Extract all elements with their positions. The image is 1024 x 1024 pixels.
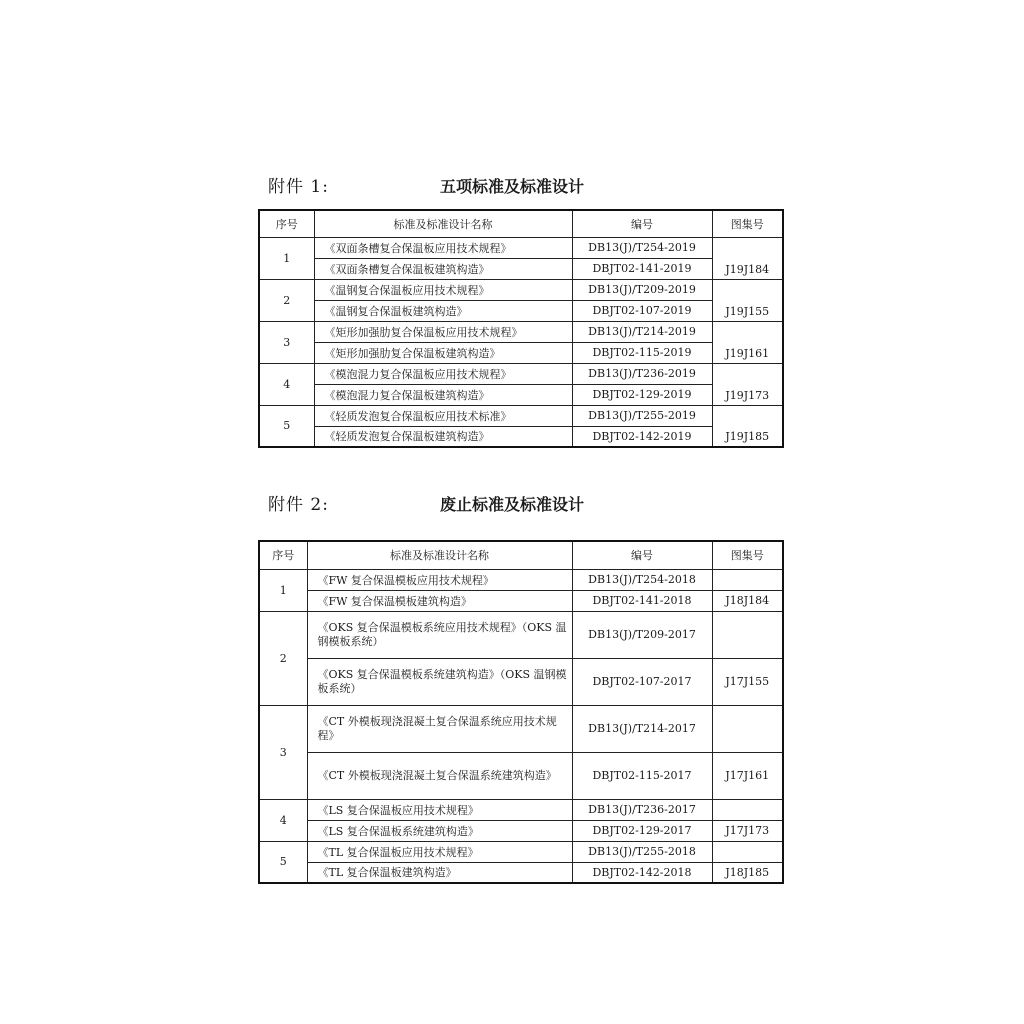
- attachment-1-title: 五项标准及标准设计: [440, 177, 585, 196]
- standard-code: DB13(J)/T254-2019: [572, 237, 712, 258]
- standard-name: 《温钢复合保温板建筑构造》: [314, 300, 572, 321]
- row-number: 1: [259, 569, 307, 611]
- standard-name: 《轻质发泡复合保温板应用技术标准》: [314, 405, 572, 426]
- standard-name: 《模泡混力复合保温板建筑构造》: [314, 384, 572, 405]
- table-header-row: [259, 541, 783, 569]
- row-number: 5: [259, 841, 307, 883]
- standard-code: DBJT02-141-2018: [572, 590, 712, 611]
- header-code: 编号: [572, 210, 712, 237]
- standard-name: 《矩形加强肋复合保温板建筑构造》: [314, 342, 572, 363]
- standard-name: 《LS 复合保温板系统建筑构造》: [307, 820, 572, 841]
- standard-code: DBJT02-142-2019: [572, 426, 712, 447]
- standard-name: 《CT 外模板现浇混凝土复合保温系统应用技术规程》: [307, 705, 572, 752]
- atlas-number: J19J155: [712, 279, 783, 321]
- standards-table-2: [258, 540, 784, 884]
- atlas-number: [712, 569, 783, 590]
- standard-code: DBJT02-141-2019: [572, 258, 712, 279]
- standard-name: 《TL 复合保温板建筑构造》: [307, 862, 572, 883]
- header-name: 标准及标准设计名称: [314, 210, 572, 237]
- atlas-number: [712, 611, 783, 658]
- standard-name: 《FW 复合保温模板建筑构造》: [307, 590, 572, 611]
- header-code: 编号: [572, 541, 712, 569]
- standard-code: DB13(J)/T209-2017: [572, 611, 712, 658]
- standard-code: DB13(J)/T236-2019: [572, 363, 712, 384]
- standard-code: DB13(J)/T236-2017: [572, 799, 712, 820]
- header-name: 标准及标准设计名称: [307, 541, 572, 569]
- header-no: 序号: [259, 541, 307, 569]
- standard-code: DBJT02-129-2019: [572, 384, 712, 405]
- table-row: [259, 569, 783, 590]
- table-row: [259, 363, 783, 384]
- standard-code: DBJT02-107-2017: [572, 658, 712, 705]
- table-row: [259, 658, 783, 705]
- standard-code: DBJT02-115-2019: [572, 342, 712, 363]
- table-row: [259, 258, 783, 279]
- atlas-number: [712, 705, 783, 752]
- header-atlas: 图集号: [712, 210, 783, 237]
- standard-code: DB13(J)/T214-2019: [572, 321, 712, 342]
- header-atlas: 图集号: [712, 541, 783, 569]
- atlas-number: [712, 841, 783, 862]
- attachment-2-label: 附件 2:: [268, 495, 329, 515]
- row-number: 1: [259, 237, 314, 279]
- standard-name: 《FW 复合保温模板应用技术规程》: [307, 569, 572, 590]
- table-row: [259, 237, 783, 258]
- table-row: [259, 321, 783, 342]
- table-row: [259, 611, 783, 658]
- row-number: 4: [259, 799, 307, 841]
- atlas-number: J17J161: [712, 752, 783, 799]
- table-row: [259, 384, 783, 405]
- standard-code: DBJT02-129-2017: [572, 820, 712, 841]
- table-row: [259, 590, 783, 611]
- standard-code: DB13(J)/T254-2018: [572, 569, 712, 590]
- atlas-number: [712, 799, 783, 820]
- row-number: 2: [259, 611, 307, 705]
- table-row: [259, 799, 783, 820]
- atlas-number: J17J155: [712, 658, 783, 705]
- standards-table-1: [258, 209, 784, 448]
- table-header-row: [259, 210, 783, 237]
- standard-name: 《双面条槽复合保温板应用技术规程》: [314, 237, 572, 258]
- standard-name: 《OKS 复合保温模板系统应用技术规程》（OKS 温钢模板系统）: [307, 611, 572, 658]
- row-number: 5: [259, 405, 314, 447]
- table-row: [259, 705, 783, 752]
- standard-code: DBJT02-142-2018: [572, 862, 712, 883]
- standard-name: 《温钢复合保温板应用技术规程》: [314, 279, 572, 300]
- header-no: 序号: [259, 210, 314, 237]
- table-row: [259, 752, 783, 799]
- table-row: [259, 300, 783, 321]
- standard-name: 《TL 复合保温板应用技术规程》: [307, 841, 572, 862]
- standard-code: DBJT02-107-2019: [572, 300, 712, 321]
- standard-code: DB13(J)/T209-2019: [572, 279, 712, 300]
- standard-name: 《模泡混力复合保温板应用技术规程》: [314, 363, 572, 384]
- standard-code: DBJT02-115-2017: [572, 752, 712, 799]
- standard-name: 《轻质发泡复合保温板建筑构造》: [314, 426, 572, 447]
- standard-code: DB13(J)/T255-2019: [572, 405, 712, 426]
- standard-code: DB13(J)/T255-2018: [572, 841, 712, 862]
- standard-name: 《OKS 复合保温模板系统建筑构造》（OKS 温钢模板系统）: [307, 658, 572, 705]
- standard-code: DB13(J)/T214-2017: [572, 705, 712, 752]
- atlas-number: J19J161: [712, 321, 783, 363]
- table-row: [259, 820, 783, 841]
- attachment-2-title: 废止标准及标准设计: [440, 495, 585, 514]
- table-row: [259, 342, 783, 363]
- atlas-number: J19J173: [712, 363, 783, 405]
- table-row: [259, 862, 783, 883]
- row-number: 3: [259, 321, 314, 363]
- table-row: [259, 405, 783, 426]
- standard-name: 《LS 复合保温板应用技术规程》: [307, 799, 572, 820]
- atlas-number: J19J184: [712, 237, 783, 279]
- atlas-number: J18J184: [712, 590, 783, 611]
- row-number: 2: [259, 279, 314, 321]
- row-number: 4: [259, 363, 314, 405]
- atlas-number: J17J173: [712, 820, 783, 841]
- row-number: 3: [259, 705, 307, 799]
- attachment-1-label: 附件 1:: [268, 177, 329, 197]
- table-row: [259, 279, 783, 300]
- standard-name: 《双面条槽复合保温板建筑构造》: [314, 258, 572, 279]
- table-row: [259, 841, 783, 862]
- table-row: [259, 426, 783, 447]
- atlas-number: J19J185: [712, 405, 783, 447]
- standard-name: 《CT 外模板现浇混凝土复合保温系统建筑构造》: [307, 752, 572, 799]
- standard-name: 《矩形加强肋复合保温板应用技术规程》: [314, 321, 572, 342]
- atlas-number: J18J185: [712, 862, 783, 883]
